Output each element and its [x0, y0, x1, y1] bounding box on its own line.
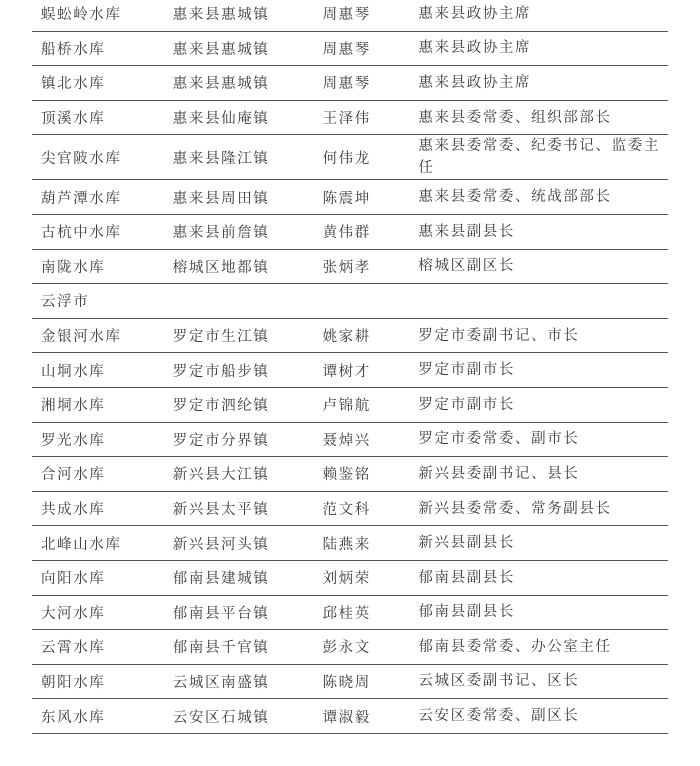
location-cell: 惠来县惠城镇: [172, 76, 270, 93]
responsible-person-cell: 邱桂英: [322, 605, 371, 622]
position-cell: 新兴县委常委、常务副县长: [418, 500, 612, 517]
table-row: [32, 101, 668, 136]
table-row: [32, 492, 668, 527]
table-row: [32, 135, 668, 180]
table-row: [32, 388, 668, 423]
location-cell: 惠来县周田镇: [172, 190, 270, 207]
section-header-row: [32, 284, 668, 319]
location-cell: 惠来县前詹镇: [172, 225, 270, 242]
table-row: [32, 180, 668, 215]
location-cell: 罗定市分界镇: [172, 432, 270, 449]
table-row: [32, 526, 668, 561]
reservoir-name-cell: 南陇水库: [41, 259, 106, 276]
responsible-person-cell: 陈震坤: [322, 190, 371, 207]
responsible-person-cell: 刘炳荣: [322, 571, 371, 588]
reservoir-name-cell: 湘垌水库: [41, 398, 106, 415]
reservoir-name-cell: 北峰山水库: [41, 536, 122, 553]
reservoir-name-cell: 葫芦潭水库: [41, 190, 122, 207]
position-cell: 新兴县副县长: [418, 535, 516, 552]
responsible-person-cell: 谭淑毅: [322, 709, 371, 726]
location-cell: 罗定市泗纶镇: [172, 398, 270, 415]
location-cell: 罗定市生江镇: [172, 329, 270, 346]
position-cell: 惠来县委常委、纪委书记、监委主任: [418, 138, 660, 177]
responsible-person-cell: 姚家耕: [322, 329, 371, 346]
location-cell: 云城区南盛镇: [172, 674, 270, 691]
location-cell: 云安区石城镇: [172, 709, 270, 726]
responsible-person-cell: 彭永文: [322, 640, 371, 657]
responsible-person-cell: 陈晓周: [322, 674, 371, 691]
position-cell: 惠来县政协主席: [418, 74, 532, 91]
responsible-person-cell: 聂焯兴: [322, 432, 371, 449]
position-cell: 惠来县副县长: [418, 223, 516, 240]
location-cell: 郁南县千官镇: [172, 640, 270, 657]
table-row: [32, 66, 668, 101]
position-cell: 罗定市委副书记、市长: [418, 327, 580, 344]
position-cell: 郁南县委常委、办公室主任: [418, 638, 612, 655]
table-row: [32, 630, 668, 665]
location-cell: 新兴县太平镇: [172, 502, 270, 519]
position-cell: 罗定市委常委、副市长: [418, 431, 580, 448]
location-cell: 新兴县大江镇: [172, 467, 270, 484]
reservoir-name-cell: 尖官陂水库: [41, 150, 122, 167]
position-cell: 榕城区副区长: [418, 258, 516, 275]
location-cell: 罗定市船步镇: [172, 363, 270, 380]
reservoir-name-cell: 山垌水库: [41, 363, 106, 380]
table-row: [32, 353, 668, 388]
position-cell: 惠来县政协主席: [418, 5, 532, 22]
position-cell: 罗定市副市长: [418, 396, 516, 413]
responsible-person-cell: 张炳孝: [322, 259, 371, 276]
reservoir-name-cell: 顶溪水库: [41, 111, 106, 128]
reservoir-name-cell: 镇北水库: [41, 76, 106, 93]
responsible-person-cell: 周惠琴: [322, 7, 371, 24]
table-row: [32, 215, 668, 250]
table-row: [32, 665, 668, 700]
reservoir-name-cell: 罗光水库: [41, 432, 106, 449]
responsible-person-cell: 谭树才: [322, 363, 371, 380]
responsible-person-cell: 何伟龙: [322, 150, 371, 167]
location-cell: 惠来县隆江镇: [172, 150, 270, 167]
position-cell: 惠来县政协主席: [418, 40, 532, 57]
responsible-person-cell: 卢锦航: [322, 398, 371, 415]
reservoir-name-cell: 船桥水库: [41, 41, 106, 58]
location-cell: 榕城区地都镇: [172, 259, 270, 276]
table-row: [32, 423, 668, 458]
position-cell: 惠来县委常委、组织部部长: [418, 109, 612, 126]
table-row: [32, 457, 668, 492]
reservoir-name-cell: 云霄水库: [41, 640, 106, 657]
position-cell: 云城区委副书记、区长: [418, 673, 580, 690]
reservoir-name-cell: 东风水库: [41, 709, 106, 726]
reservoir-name-cell: 朝阳水库: [41, 674, 106, 691]
table-row: [32, 319, 668, 354]
responsible-person-cell: 范文科: [322, 502, 371, 519]
location-cell: 新兴县河头镇: [172, 536, 270, 553]
location-cell: 郁南县平台镇: [172, 605, 270, 622]
table-row: [32, 250, 668, 285]
location-cell: 惠来县惠城镇: [172, 7, 270, 24]
position-cell: 郁南县副县长: [418, 604, 516, 621]
reservoir-name-cell: 蜈蚣岭水库: [41, 7, 122, 24]
position-cell: 惠来县委常委、统战部部长: [418, 189, 612, 206]
responsible-person-cell: 周惠琴: [322, 41, 371, 58]
table-row: [32, 32, 668, 67]
responsible-person-cell: 陆燕来: [322, 536, 371, 553]
reservoir-name-cell: 古杭中水库: [41, 225, 122, 242]
responsible-person-cell: 周惠琴: [322, 76, 371, 93]
reservoir-name-cell: 合河水库: [41, 467, 106, 484]
reservoir-name-cell: 共成水库: [41, 502, 106, 519]
table-row: [32, 596, 668, 631]
position-cell: 新兴县委副书记、县长: [418, 465, 580, 482]
location-cell: 郁南县建城镇: [172, 571, 270, 588]
responsible-person-cell: 黄伟群: [322, 225, 371, 242]
reservoir-name-cell: 金银河水库: [41, 329, 122, 346]
table-row: [32, 699, 668, 734]
location-cell: 惠来县仙庵镇: [172, 111, 270, 128]
section-title: 云浮市: [41, 294, 90, 311]
position-cell: 罗定市副市长: [418, 362, 516, 379]
reservoir-name-cell: 向阳水库: [41, 571, 106, 588]
position-cell: 云安区委常委、副区长: [418, 708, 580, 725]
table-row: [32, 561, 668, 596]
reservoir-responsibility-table: [32, 0, 668, 734]
table-row: [32, 0, 668, 32]
responsible-person-cell: 王泽伟: [322, 111, 371, 128]
responsible-person-cell: 赖鉴铭: [322, 467, 371, 484]
location-cell: 惠来县惠城镇: [172, 41, 270, 58]
position-cell: 郁南县副县长: [418, 569, 516, 586]
reservoir-name-cell: 大河水库: [41, 605, 106, 622]
